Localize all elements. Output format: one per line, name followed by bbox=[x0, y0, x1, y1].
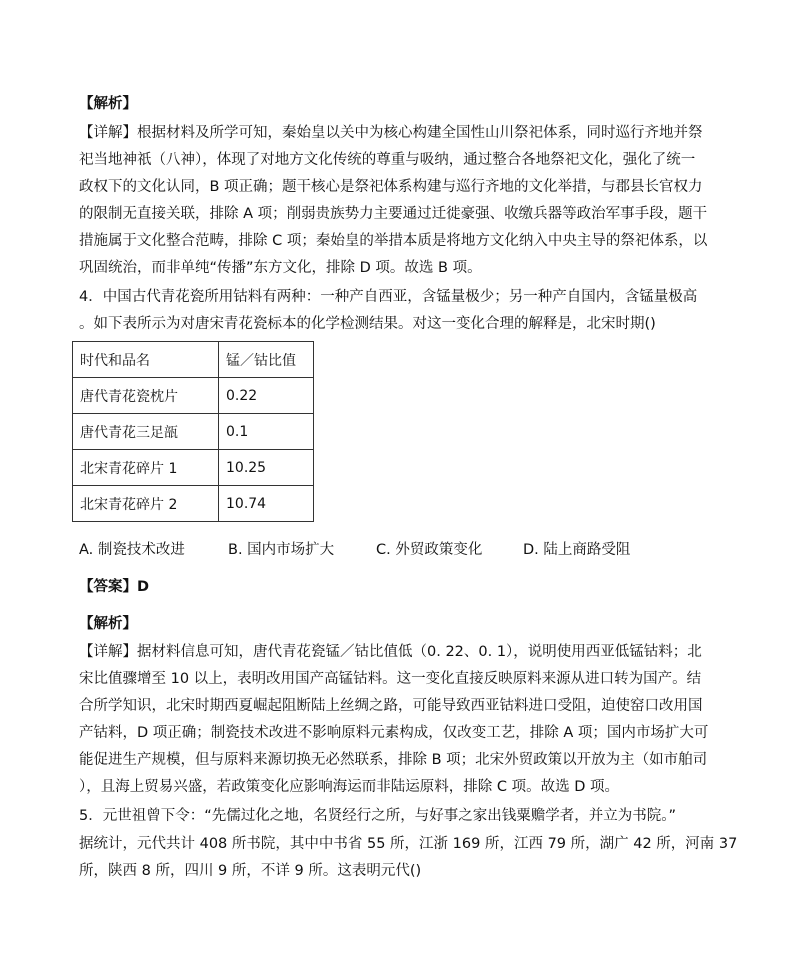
table-header-cell: 锰／钴比值 bbox=[219, 342, 314, 378]
analysis-1-line-4: 的限制无直接关联，排除 A 项；削弱贵族势力主要通过迁徙豪强、收缴兵器等政治军事手段，题干 bbox=[79, 206, 708, 222]
analysis-1-line-1: 【详解】根据材料及所学可知，秦始皇以关中为核心构建全国性山川祭祀体系，同时巡行齐地并祭 bbox=[79, 125, 703, 141]
question-4-line-2: 。如下表所示为对唐宋青花瓷标本的化学检测结果。对这一变化合理的解释是，北宋时期() bbox=[79, 316, 656, 332]
question-4-line-1: 4．中国古代青花瓷所用钴料有两种：一种产自西亚，含锰量极少；另一种产自国内，含锰量极高 bbox=[79, 289, 698, 305]
table-header-row bbox=[73, 342, 314, 378]
option-c: C. 外贸政策变化 bbox=[376, 542, 483, 558]
analysis-1-line-3: 政权下的文化认同，B 项正确；题干核心是祭祀体系构建与巡行齐地的文化举措，与郡县长官权力 bbox=[79, 179, 703, 195]
question-5-line-3: 所，陕西 8 所，四川 9 所，不详 9 所。这表明元代() bbox=[79, 863, 422, 879]
analysis-1-line-2: 祀当地神祇（八神），体现了对地方文化传统的尊重与吸纳，通过整合各地祭祀文化，强化了统一 bbox=[79, 152, 696, 168]
table-header-cell: 时代和品名 bbox=[73, 342, 219, 378]
table-cell: 0.1 bbox=[219, 414, 314, 450]
analysis-2-line-3: 合所学知识，北宋时期西夏崛起阻断陆上丝绸之路，可能导致西亚钴料进口受阻，迫使窑口改用国 bbox=[79, 698, 703, 714]
table-cell: 北宋青花碎片 2 bbox=[73, 486, 219, 522]
table-row bbox=[73, 486, 314, 522]
option-d: D. 陆上商路受阻 bbox=[523, 542, 631, 558]
analysis-2-line-4: 产钴料，D 项正确；制瓷技术改进不影响原料元素构成，仅改变工艺，排除 A 项；国内市场扩大可 bbox=[79, 725, 709, 741]
analysis-2-line-1: 【详解】据材料信息可知，唐代青花瓷锰／钴比值低（0. 22、0. 1），说明使用西亚低锰钴料；北 bbox=[79, 644, 702, 660]
table-cell: 唐代青花三足瓿 bbox=[73, 414, 219, 450]
question-5-line-2: 据统计，元代共计 408 所书院，其中中书省 55 所，江浙 169 所，江西 79 所，湖广 42 所，河南 37 bbox=[79, 836, 738, 852]
table-row bbox=[73, 414, 314, 450]
analysis-2-line-6: ），且海上贸易兴盛，若政策变化应影响海运而非陆运原料，排除 C 项。故选 D 项。 bbox=[79, 779, 619, 795]
table-row bbox=[73, 378, 314, 414]
table-cell: 0.22 bbox=[219, 378, 314, 414]
table-cell: 北宋青花碎片 1 bbox=[73, 450, 219, 486]
analysis-2-line-2: 宋比值骤增至 10 以上，表明改用国产高锰钴料。这一变化直接反映原料来源从进口转为国产。结 bbox=[79, 671, 702, 687]
analysis-1-line-6: 巩固统治，而非单纯“传播”东方文化，排除 D 项。故选 B 项。 bbox=[79, 260, 482, 276]
analysis-2-line-5: 能促进生产规模，但与原料来源切换无必然联系，排除 B 项；北宋外贸政策以开放为主（如市舶司 bbox=[79, 752, 708, 768]
table-cell: 10.74 bbox=[219, 486, 314, 522]
question-5-line-1: 5．元世祖曾下令：“先儒过化之地，名贤经行之所，与好事之家出钱粟赡学者，并立为书院。” bbox=[79, 808, 676, 824]
analysis-1-line-5: 措施属于文化整合范畴，排除 C 项；秦始皇的举措本质是将地方文化纳入中央主导的祭祀体系，以 bbox=[79, 233, 708, 249]
table-cell: 唐代青花瓷枕片 bbox=[73, 378, 219, 414]
analysis-heading-2: 【解析】 bbox=[79, 616, 137, 632]
cobalt-ratio-table bbox=[72, 341, 314, 522]
option-a: A. 制瓷技术改进 bbox=[79, 542, 185, 558]
answer-label: 【答案】D bbox=[79, 579, 150, 595]
table-cell: 10.25 bbox=[219, 450, 314, 486]
analysis-heading-1: 【解析】 bbox=[79, 96, 137, 112]
option-b: B. 国内市场扩大 bbox=[228, 542, 335, 558]
table-row bbox=[73, 450, 314, 486]
